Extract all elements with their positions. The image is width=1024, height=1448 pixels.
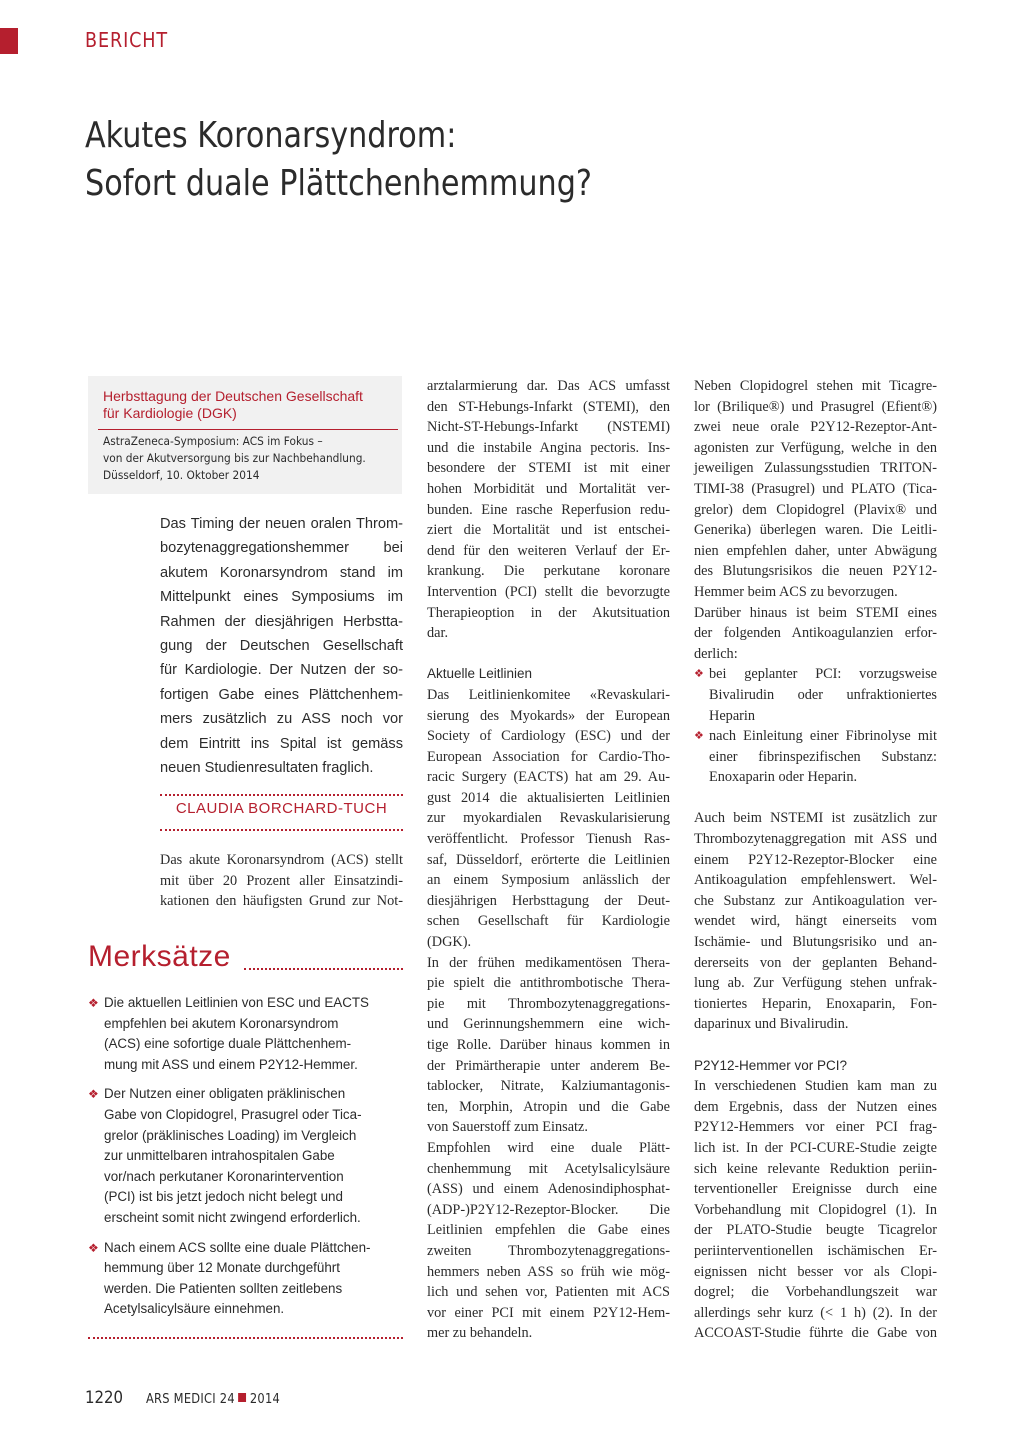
key-point-line: Nach einem ACS sollte eine duale Plättchen- [104,1239,371,1255]
key-point-line: (PCI) ist bis jetzt jedoch nicht belegt und [104,1189,343,1205]
diamond-bullet-icon: ❖ [88,1240,99,1255]
list-item-text: einer fibrinspezifischen Substanz: [709,748,937,765]
text-line: (ASS) und einem Adenosindiphosphat- [427,1181,670,1198]
key-point-line: mung mit ASS und einem P2Y12-Hemmer. [104,1056,358,1072]
text-line: Therapieoption in der Akutsituation [427,604,670,621]
diamond-bullet-icon: ❖ [694,730,704,743]
event-info-box [88,376,402,494]
text-line: tioniertes Heparin, Enoxaparin, Fon- [694,995,937,1012]
lead-paragraph [160,512,403,780]
text-line: bunden. Eine rasche Reperfusion redu- [427,501,670,518]
text-line: Antikoagulation empfehlenswert. Wel- [694,872,937,889]
text-line: Vorbehandlung mit Clopidogrel (1). In [694,1201,937,1218]
text-line: allerdings sehr kurz (< 1 h) (2). In der [694,1304,937,1321]
key-point-line: erscheint somit nicht zwingend erforderlich. [104,1209,361,1225]
lead-line: dem Eintritt ins Spital ist gemäss [160,735,403,752]
event-heading-line: Herbsttagung der Deutschen Gesellschaft [103,388,363,404]
body-column-2 [427,376,670,1344]
section-marker [0,28,18,54]
text-line: arztalarmierung dar. Das ACS umfasst [427,378,670,394]
title-line: Akutes Koronarsyndrom: [85,115,457,156]
text-line: mer zu behandeln. [427,1325,533,1342]
text-line: diesjährigen Herbsttagung der Deut- [427,892,670,909]
event-heading [103,388,388,422]
text-line: tige Rolle. Darüber hinaus kommen in [427,1037,670,1053]
event-details [103,433,370,484]
key-point-line: empfehlen bei akutem Koronarsyndrom [104,1015,339,1031]
text-line: Intervention (PCI) stellt die bevorzugte [427,583,670,600]
subheading: Aktuelle Leitlinien [427,666,533,682]
text-line: dererseits von der geplanten Behand- [694,954,937,971]
text-line: pie mit Thrombozytenaggregations- [427,995,670,1012]
text-line: derlich: [694,645,738,662]
text-line: chenhemmung mit Acetylsalicylsäure [427,1160,670,1177]
key-point [88,1238,408,1320]
diamond-bullet-icon: ❖ [88,1087,99,1102]
text-line: der PLATO-Studie beugte Ticagrelor [694,1222,937,1239]
lead-line: gung der Deutschen Gesellschaft [160,637,403,654]
key-points-list [88,993,408,1329]
key-points-bottom-dots [88,1337,403,1339]
lead-line: akutem Koronarsyndrom stand im [160,564,403,581]
text-line: Das akute Koronarsyndrom (ACS) stellt [160,852,403,868]
key-point-line: werden. Die Patienten sollten zeitlebens [104,1280,343,1296]
key-point [88,1084,408,1228]
author-name: CLAUDIA BORCHARD-TUCH [175,800,388,817]
text-line: ACCOAST-Studie führte die Gabe von [694,1325,937,1342]
event-detail-line: Düsseldorf, 10. Oktober 2014 [103,468,260,482]
text-line: (DGK). [427,934,472,951]
text-line: veröffentlicht. Professor Tienush Ras- [427,831,670,848]
text-line: grelor) dem Clopidogrel (Plavix® und [694,501,937,518]
key-points-title: Merksätze [88,940,231,973]
text-line: dem Ergebnis, dass der Nutzen eines [694,1098,937,1115]
text-line: che Substanz zur Antikoagulation ver- [694,892,937,909]
text-line: terventioneller Ereignisse durch eine [694,1181,937,1198]
key-point [88,993,408,1075]
list-item-text: Heparin [709,707,756,724]
text-line: zweiten Thrombozytenaggregations- [427,1242,670,1259]
text-line: Auch beim NSTEMI ist zusätzlich zur [694,810,937,827]
text-line: periinterventionellen ischämischen Er- [694,1242,937,1259]
text-line: sierung des Myokards» der European [427,707,670,724]
text-line: Empfohlen wird eine duale Plätt- [427,1139,670,1156]
text-line: lich ist. In der PCI-CURE-Studie zeigte [694,1139,937,1156]
key-point-line: Der Nutzen einer obligaten präklinischen [104,1086,346,1102]
text-line: lor (Brilique®) und Prasugrel (Efient®) [694,398,937,415]
event-detail-line: von der Akutversorgung bis zur Nachbehandlung. [103,451,366,465]
text-line: lich und sehen vor, Patienten mit ACS [427,1284,670,1301]
text-line: des Blutungsrisikos die neuen P2Y12- [694,563,937,580]
text-line: ziert die Mortalität und ist entschei- [427,522,670,539]
lead-line: Mittelpunkt eines Symposiums im [160,589,403,606]
lead-line: neuen Studienresultaten fraglich. [160,759,374,776]
text-line: agonisten zur Verfügung, welche in den [694,439,937,456]
key-points-title-dots [244,968,403,970]
intro-paragraph [160,850,403,912]
text-line: tablocker, Nitrate, Kalziumantagonis- [427,1078,670,1095]
text-line: gust 2014 die aktualisierten Leitlinien [427,789,670,806]
event-heading-line: für Kardiologie (DGK) [103,405,237,421]
text-line: der folgenden Antikoagulanzien erfor- [694,625,937,642]
key-point-line: (ACS) eine sofortige duale Plättchenhem- [104,1036,352,1052]
text-line: wendet wird, hängt einerseits vom [694,913,937,930]
event-detail-line: AstraZeneca-Symposium: ACS im Fokus – [103,434,323,448]
text-line: TIMI-38 (Prasugrel) und PLATO (Tica- [694,480,937,497]
article-title [85,112,592,208]
text-line: den ST-Hebungs-Infarkt (STEMI), den [427,398,670,415]
text-line: Thrombozytenaggregation mit ASS und [694,831,937,848]
text-line: Hemmer beim ACS zu bevorzugen. [694,583,898,600]
text-line: racic Surgery (EACTS) hat am 29. Au- [427,769,670,786]
text-line: In verschiedenen Studien kam man zu [694,1078,937,1095]
list-item-text: Enoxaparin oder Heparin. [709,769,858,786]
list-item [694,664,937,685]
diamond-bullet-icon: ❖ [694,668,704,681]
author-divider-bottom [160,829,403,831]
text-line: einem P2Y12-Rezeptor-Blocker eine [694,851,937,868]
section-label: BERICHT [85,28,169,52]
text-line: dogrel; die Vorbehandlungszeit war [694,1284,937,1301]
key-point-line: grelor (präklinisches Loading) im Vergleich [104,1127,357,1143]
body-column-3 [694,376,937,1344]
subheading: P2Y12-Hemmer vor PCI? [694,1057,848,1073]
text-line: Society of Cardiology (ESC) und der [427,728,670,745]
text-line: European Association for Cardio-Tho- [427,748,670,765]
text-line: dend für den weiteren Verlauf der Er- [427,542,670,559]
lead-line: fortigen Gabe eines Plättchenhem- [160,686,403,703]
journal-year: 2014 [249,1392,281,1407]
text-line: ten, Morphin, Atropin und die Gabe [427,1098,670,1115]
text-line: lung ab. Zur Verfügung stehen unfrak- [694,975,937,992]
paragraph-gap [694,788,937,809]
text-line: saf, Düsseldorf, erörterte die Leitlinien [427,851,670,868]
text-line: und die instabile Angina pectoris. Ins- [427,439,670,456]
lead-line: Rahmen der diesjährigen Herbstta- [160,613,403,630]
lead-line: Das Timing der neuen oralen Throm- [160,516,403,532]
title-line: Sofort duale Plättchenhemmung? [85,163,592,204]
list-item-text: Bivalirudin oder unfraktioniertes [709,686,937,703]
key-point-line: zur unmittelbaren intrahospitalen Gabe [104,1148,335,1164]
text-line: eignissen nicht besser vor als Clopi- [694,1263,937,1280]
text-line: der Primärtherapie unter anderem Be- [427,1057,670,1074]
list-item-text: bei geplanter PCI: vorzugsweise [709,666,937,683]
text-line: vor einer PCI mit einem P2Y12-Hem- [427,1304,670,1321]
key-point-line: vor/nach perkutaner Koronarintervention [104,1168,344,1184]
text-line: schen Gesellschaft für Kardiologie [427,913,670,930]
text-line: In der frühen medikamentösen Thera- [427,954,670,971]
text-line: jeweiligen Zulassungsstudien TRITON- [694,460,937,477]
text-line: Leitlinien empfehlen die Gabe eines [427,1222,670,1239]
text-line: Neben Clopidogrel stehen mit Ticagre- [694,378,937,394]
footer-square-icon [238,1393,246,1402]
text-line: und Gerinnungshemmern eine wich- [427,1016,670,1033]
author-divider-top [160,794,403,796]
text-line: an einem Symposium anlässlich der [427,872,670,889]
page-footer [85,1388,280,1408]
text-line: mit über 20 Prozent aller Einsatzindi- [160,872,403,889]
list-item [694,726,937,747]
text-line: hemmers neben ASS so früh wie mög- [427,1263,670,1280]
list-item-text: nach Einleitung einer Fibrinolyse mit [709,728,937,745]
lead-line: bozytenaggregationshemmer bei [160,540,403,557]
text-line: Darüber hinaus ist beim STEMI eines [694,604,937,621]
text-line: zwei neue orale P2Y12-Rezeptor-Ant- [694,419,937,436]
text-line: daparinux und Bivalirudin. [694,1016,849,1033]
event-divider [98,429,398,430]
text-line: Nicht-ST-Hebungs-Infarkt (NSTEMI) [427,419,670,436]
key-point-line: Die aktuellen Leitlinien von ESC und EACTS [104,995,369,1010]
text-line: zur myokardialen Revaskularisierung [427,810,670,827]
lead-line: für Kardiologie. Der Nutzen der so- [160,662,403,679]
text-line: von Sauerstoff zum Einsatz. [427,1119,588,1136]
text-line: besondere der STEMI ist mit einer [427,460,670,477]
journal-name: ARS MEDICI 24 [145,1392,235,1407]
paragraph-gap [427,644,670,665]
text-line: Generika) überlegen waren. Die Leitli- [694,522,937,539]
text-line: hohen Morbidität und Mortalität ver- [427,480,670,497]
text-line: P2Y12-Hemmers vor einer PCI frag- [694,1119,937,1136]
key-point-line: Acetylsalicylsäure einnehmen. [104,1301,285,1317]
key-point-line: hemmung über 12 Monate durchgeführt [104,1260,340,1276]
text-line: krankung. Die perkutane koronare [427,563,670,580]
page-number: 1220 [85,1388,124,1408]
text-line: pie spielt die antithrombotische Thera- [427,975,670,992]
text-line: (ADP-)P2Y12-Rezeptor-Blocker. Die [427,1201,670,1218]
key-point-line: Gabe von Clopidogrel, Prasugrel oder Tica- [104,1106,362,1122]
paragraph-gap [694,1035,937,1056]
text-line: Ischämie- und Blutungsrisiko und an- [694,934,937,951]
text-line: kationen den häufigsten Grund zur Not- [160,893,403,910]
text-line: dar. [427,625,449,642]
text-line: sich keine relevante Reduktion periin- [694,1160,937,1177]
text-line: Das Leitlinienkomitee «Revaskulari- [427,686,670,703]
diamond-bullet-icon: ❖ [88,996,99,1010]
lead-line: mers zusätzlich zu ASS noch vor [160,711,403,728]
text-line: nien empfehlen daher, unter Abwägung [694,542,937,559]
